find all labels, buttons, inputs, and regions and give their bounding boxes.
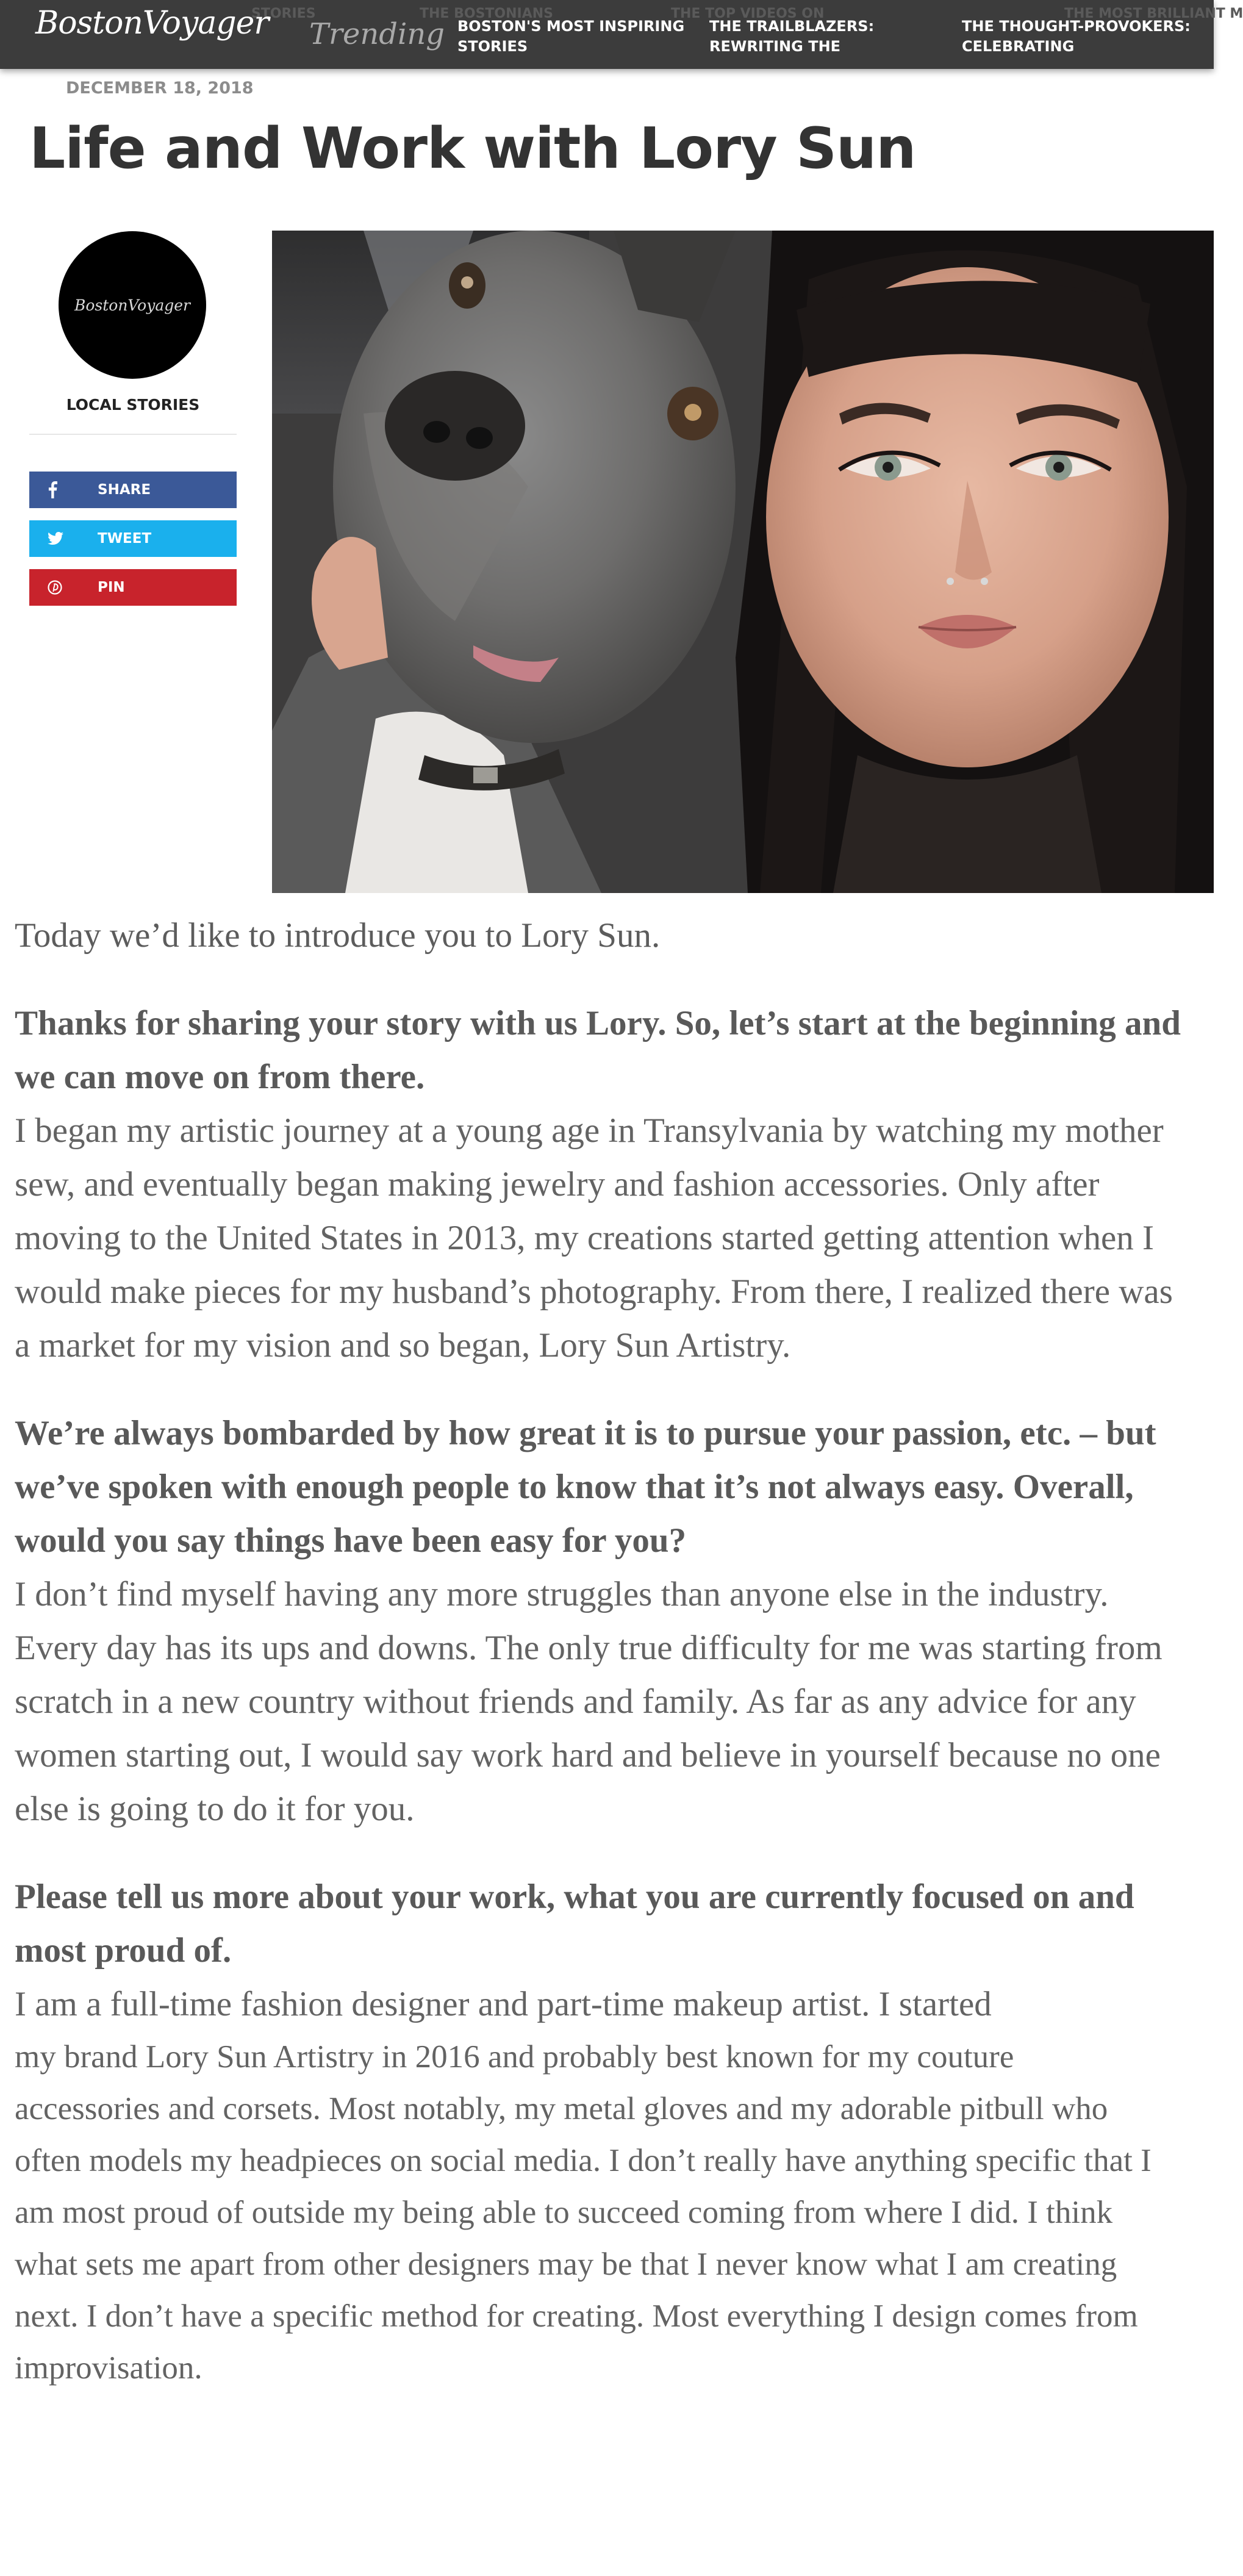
- qa-block: [15, 1870, 1195, 2394]
- avatar-logo-text: BostonVoyager: [74, 296, 191, 314]
- interview-answer-lead: I am a full-time fashion designer and part-time makeup artist. I started: [15, 1985, 992, 2023]
- trending-ghost-item: THE MOST BRILLIANT M: [1064, 6, 1243, 21]
- twitter-tweet-button[interactable]: [29, 520, 237, 557]
- trending-ghost-item: THE TOP VIDEOS ON: [671, 6, 825, 21]
- trending-label: Trending: [309, 17, 445, 51]
- interview-answer: I began my artistic journey at a young age in Transylvania by watching my mother sew, and eventually began making jewelry and fashion accessories. Only after moving to the United States in 2013, my creations started getting attention when I would make pieces for my husband’s photography. From there, I realized there was a market for my vision and so began, Lory Sun Artistry.: [15, 1111, 1173, 1365]
- pin-button-label: PIN: [98, 579, 125, 595]
- trending-link-inspiring-stories[interactable]: BOSTON'S MOST INSPIRING STORIES: [457, 18, 685, 55]
- qa-block: [15, 1407, 1195, 1836]
- trending-link-thought-provokers[interactable]: THE THOUGHT-PROVOKERS: CELEBRATING: [962, 18, 1191, 55]
- facebook-icon: [29, 481, 98, 498]
- qa-block: [15, 997, 1195, 1372]
- author-avatar[interactable]: [59, 231, 206, 379]
- facebook-share-button[interactable]: [29, 472, 237, 508]
- category-link[interactable]: LOCAL STORIES: [66, 396, 200, 414]
- twitter-icon: [29, 532, 98, 545]
- publish-date: DECEMBER 18, 2018: [66, 79, 254, 98]
- featured-photo: [272, 231, 1214, 893]
- trending-link-trailblazers[interactable]: THE TRAILBLAZERS: REWRITING THE: [709, 18, 875, 55]
- share-button-label: SHARE: [98, 482, 151, 498]
- article-body: [15, 909, 1195, 2394]
- pinterest-pin-button[interactable]: [29, 569, 237, 606]
- sidebar-divider: [29, 434, 237, 435]
- trending-ghost-item: STORIES: [251, 6, 316, 21]
- article-intro: Today we’d like to introduce you to Lory Sun.: [15, 916, 661, 955]
- interview-answer: my brand Lory Sun Artistry in 2016 and probably best known for my couture accessories and corsets. Most notably, my metal gloves and my adorable pitbull who often models my headpieces on social media. I don’t really have anything specific that I am most proud of outside my being able to succeed coming from where I did. I think what sets me apart from other designers may be that I never know what I am creating next. I don’t have a specific method for creating. Most everything I design comes from improvisation.: [15, 2039, 1152, 2386]
- interview-question: Please tell us more about your work, what you are currently focused on and most proud of.: [15, 1878, 1134, 1970]
- interview-question: Thanks for sharing your story with us Lory. So, let’s start at the beginning and we can move on from there.: [15, 1004, 1181, 1096]
- article-title: Life and Work with Lory Sun: [29, 115, 916, 181]
- interview-answer: I don’t find myself having any more struggles than anyone else in the industry. Every day has its ups and downs. The only true difficulty for me was starting from scratch in a new country without friends and family. As far as any advice for any women starting out, I would say work hard and believe in yourself because no one else is going to do it for you.: [15, 1575, 1162, 1828]
- top-nav-bar: [0, 0, 1243, 69]
- site-logo[interactable]: BostonVoyager: [35, 5, 269, 41]
- tweet-button-label: TWEET: [98, 531, 152, 547]
- pinterest-icon: [29, 580, 98, 595]
- trending-ghost-item: THE BOSTONIANS: [420, 6, 554, 21]
- interview-question: We’re always bombarded by how great it is to pursue your passion, etc. – but we’ve spoken with enough people to know that it’s not always easy. Overall, would you say things have been easy for you?: [15, 1414, 1156, 1560]
